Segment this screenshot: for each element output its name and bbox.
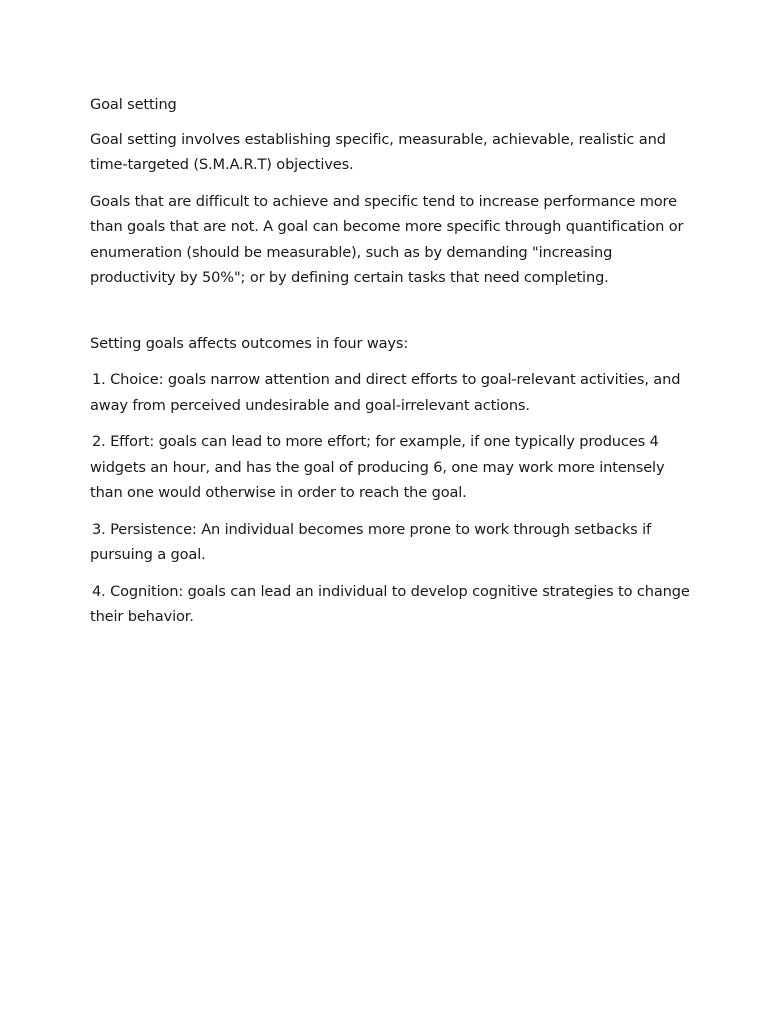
list-item-persistence: 3. Persistence: An individual becomes more prone to work through setbacks if pursuing a goal. bbox=[90, 520, 651, 563]
list-item-choice: 1. Choice: goals narrow attention and direct efforts to goal-relevant activities, and away from perceived undesirable and goal-irrelevant actions. bbox=[90, 371, 681, 414]
list-intro: Setting goals affects outcomes in four ways: bbox=[90, 334, 409, 352]
list-item-cognition: 4. Cognition: goals can lead an individual to develop cognitive strategies to change their behavior. bbox=[90, 582, 690, 625]
paragraph-definition: Goal setting involves establishing specific, measurable, achievable, realistic and time-targeted (S.M.A.R.T) objectives. bbox=[90, 130, 666, 173]
list-item-effort: 2. Effort: goals can lead to more effort; for example, if one typically produces 4 widgets an hour, and has the goal of producing 6, one may work more intensely than one would otherwise in order to reach the goal. bbox=[90, 433, 665, 501]
document-title: Goal setting bbox=[90, 96, 177, 113]
document-body bbox=[90, 92, 690, 641]
paragraph-difficulty: Goals that are difficult to achieve and specific tend to increase performance more than goals that are not. A goal can become more specific through quantification or enumeration (should be measurable), such as by demanding "increasing productivity by 50%"; or by defining certain tasks that need completing. bbox=[90, 192, 684, 286]
